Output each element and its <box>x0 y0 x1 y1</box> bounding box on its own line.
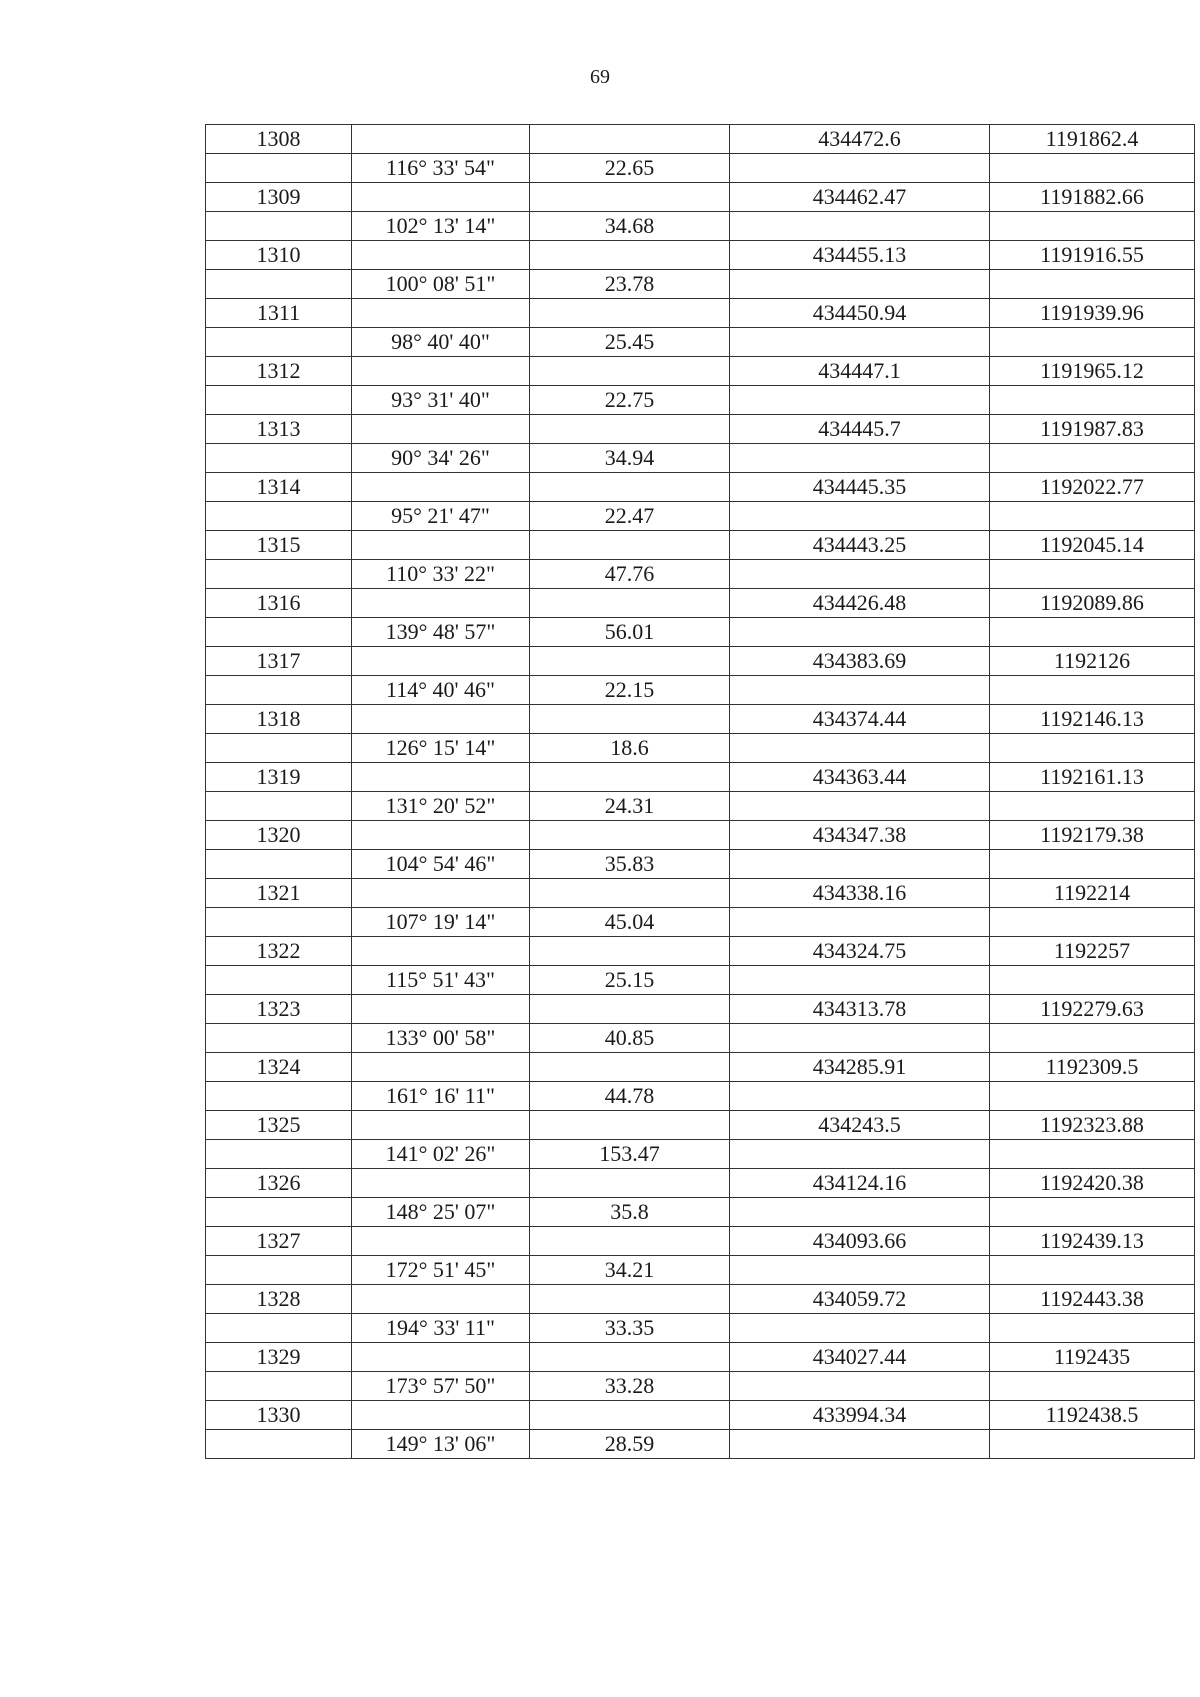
direction-angle-cell: 116° 33' 54" <box>352 154 530 183</box>
point-row <box>206 1285 1195 1314</box>
x-coordinate-cell: 434285.91 <box>730 1053 990 1082</box>
empty-distance-cell <box>530 589 730 618</box>
empty-x-cell <box>730 618 990 647</box>
point-number-cell: 1311 <box>206 299 352 328</box>
empty-distance-cell <box>530 415 730 444</box>
empty-angle-cell <box>352 763 530 792</box>
direction-angle-cell: 93° 31' 40" <box>352 386 530 415</box>
distance-cell: 34.21 <box>530 1256 730 1285</box>
empty-y-cell <box>990 154 1195 183</box>
empty-angle-cell <box>352 241 530 270</box>
empty-x-cell <box>730 1140 990 1169</box>
distance-cell: 22.47 <box>530 502 730 531</box>
point-number-cell: 1313 <box>206 415 352 444</box>
direction-angle-cell: 98° 40' 40" <box>352 328 530 357</box>
empty-distance-cell <box>530 241 730 270</box>
direction-angle-cell: 115° 51' 43" <box>352 966 530 995</box>
distance-cell: 24.31 <box>530 792 730 821</box>
empty-x-cell <box>730 908 990 937</box>
y-coordinate-cell: 1192438.5 <box>990 1401 1195 1430</box>
x-coordinate-cell: 433994.34 <box>730 1401 990 1430</box>
x-coordinate-cell: 434450.94 <box>730 299 990 328</box>
empty-angle-cell <box>352 1343 530 1372</box>
direction-angle-cell: 104° 54' 46" <box>352 850 530 879</box>
empty-point-cell <box>206 386 352 415</box>
empty-y-cell <box>990 908 1195 937</box>
y-coordinate-cell: 1191916.55 <box>990 241 1195 270</box>
point-row <box>206 1227 1195 1256</box>
segment-row <box>206 676 1195 705</box>
y-coordinate-cell: 1192435 <box>990 1343 1195 1372</box>
empty-y-cell <box>990 1372 1195 1401</box>
x-coordinate-cell: 434462.47 <box>730 183 990 212</box>
point-number-cell: 1323 <box>206 995 352 1024</box>
distance-cell: 22.15 <box>530 676 730 705</box>
empty-x-cell <box>730 734 990 763</box>
empty-distance-cell <box>530 357 730 386</box>
empty-distance-cell <box>530 995 730 1024</box>
x-coordinate-cell: 434383.69 <box>730 647 990 676</box>
empty-y-cell <box>990 1082 1195 1111</box>
y-coordinate-cell: 1192179.38 <box>990 821 1195 850</box>
empty-angle-cell <box>352 1401 530 1430</box>
point-number-cell: 1320 <box>206 821 352 850</box>
point-number-cell: 1316 <box>206 589 352 618</box>
empty-y-cell <box>990 1314 1195 1343</box>
empty-angle-cell <box>352 357 530 386</box>
x-coordinate-cell: 434059.72 <box>730 1285 990 1314</box>
empty-distance-cell <box>530 1343 730 1372</box>
empty-y-cell <box>990 444 1195 473</box>
point-row <box>206 125 1195 154</box>
x-coordinate-cell: 434124.16 <box>730 1169 990 1198</box>
x-coordinate-cell: 434338.16 <box>730 879 990 908</box>
point-number-cell: 1330 <box>206 1401 352 1430</box>
distance-cell: 35.83 <box>530 850 730 879</box>
point-number-cell: 1329 <box>206 1343 352 1372</box>
empty-angle-cell <box>352 879 530 908</box>
point-row <box>206 531 1195 560</box>
empty-distance-cell <box>530 937 730 966</box>
empty-x-cell <box>730 676 990 705</box>
empty-point-cell <box>206 444 352 473</box>
point-number-cell: 1318 <box>206 705 352 734</box>
empty-x-cell <box>730 154 990 183</box>
segment-row <box>206 444 1195 473</box>
direction-angle-cell: 126° 15' 14" <box>352 734 530 763</box>
direction-angle-cell: 131° 20' 52" <box>352 792 530 821</box>
y-coordinate-cell: 1191939.96 <box>990 299 1195 328</box>
point-row <box>206 705 1195 734</box>
direction-angle-cell: 173° 57' 50" <box>352 1372 530 1401</box>
x-coordinate-cell: 434374.44 <box>730 705 990 734</box>
empty-point-cell <box>206 792 352 821</box>
empty-angle-cell <box>352 415 530 444</box>
empty-angle-cell <box>352 937 530 966</box>
empty-distance-cell <box>530 1111 730 1140</box>
segment-row <box>206 1140 1195 1169</box>
y-coordinate-cell: 1192146.13 <box>990 705 1195 734</box>
empty-x-cell <box>730 1372 990 1401</box>
empty-x-cell <box>730 270 990 299</box>
empty-angle-cell <box>352 1285 530 1314</box>
empty-point-cell <box>206 1256 352 1285</box>
empty-angle-cell <box>352 125 530 154</box>
empty-distance-cell <box>530 705 730 734</box>
empty-y-cell <box>990 328 1195 357</box>
direction-angle-cell: 148° 25' 07" <box>352 1198 530 1227</box>
distance-cell: 45.04 <box>530 908 730 937</box>
segment-row <box>206 850 1195 879</box>
empty-x-cell <box>730 1024 990 1053</box>
direction-angle-cell: 114° 40' 46" <box>352 676 530 705</box>
direction-angle-cell: 90° 34' 26" <box>352 444 530 473</box>
segment-row <box>206 1198 1195 1227</box>
empty-point-cell <box>206 1430 352 1459</box>
empty-point-cell <box>206 502 352 531</box>
y-coordinate-cell: 1192089.86 <box>990 589 1195 618</box>
point-number-cell: 1327 <box>206 1227 352 1256</box>
point-number-cell: 1310 <box>206 241 352 270</box>
x-coordinate-cell: 434093.66 <box>730 1227 990 1256</box>
empty-x-cell <box>730 1256 990 1285</box>
point-number-cell: 1315 <box>206 531 352 560</box>
empty-distance-cell <box>530 473 730 502</box>
segment-row <box>206 154 1195 183</box>
direction-angle-cell: 133° 00' 58" <box>352 1024 530 1053</box>
y-coordinate-cell: 1192420.38 <box>990 1169 1195 1198</box>
distance-cell: 28.59 <box>530 1430 730 1459</box>
point-row <box>206 937 1195 966</box>
segment-row <box>206 618 1195 647</box>
empty-distance-cell <box>530 1053 730 1082</box>
direction-angle-cell: 110° 33' 22" <box>352 560 530 589</box>
empty-point-cell <box>206 1082 352 1111</box>
empty-point-cell <box>206 908 352 937</box>
x-coordinate-cell: 434324.75 <box>730 937 990 966</box>
empty-point-cell <box>206 1314 352 1343</box>
empty-angle-cell <box>352 1227 530 1256</box>
distance-cell: 33.28 <box>530 1372 730 1401</box>
empty-x-cell <box>730 328 990 357</box>
empty-x-cell <box>730 850 990 879</box>
segment-row <box>206 734 1195 763</box>
y-coordinate-cell: 1192323.88 <box>990 1111 1195 1140</box>
point-number-cell: 1324 <box>206 1053 352 1082</box>
point-number-cell: 1309 <box>206 183 352 212</box>
empty-distance-cell <box>530 879 730 908</box>
empty-x-cell <box>730 1430 990 1459</box>
segment-row <box>206 1082 1195 1111</box>
empty-distance-cell <box>530 821 730 850</box>
point-row <box>206 299 1195 328</box>
direction-angle-cell: 149° 13' 06" <box>352 1430 530 1459</box>
point-number-cell: 1326 <box>206 1169 352 1198</box>
segment-row <box>206 908 1195 937</box>
x-coordinate-cell: 434243.5 <box>730 1111 990 1140</box>
empty-y-cell <box>990 850 1195 879</box>
point-row <box>206 1401 1195 1430</box>
distance-cell: 22.65 <box>530 154 730 183</box>
coordinates-table <box>205 124 1195 1459</box>
empty-distance-cell <box>530 1227 730 1256</box>
y-coordinate-cell: 1192439.13 <box>990 1227 1195 1256</box>
distance-cell: 23.78 <box>530 270 730 299</box>
empty-angle-cell <box>352 531 530 560</box>
empty-angle-cell <box>352 299 530 328</box>
empty-y-cell <box>990 1256 1195 1285</box>
x-coordinate-cell: 434347.38 <box>730 821 990 850</box>
empty-angle-cell <box>352 647 530 676</box>
empty-point-cell <box>206 618 352 647</box>
empty-y-cell <box>990 1140 1195 1169</box>
point-number-cell: 1319 <box>206 763 352 792</box>
x-coordinate-cell: 434443.25 <box>730 531 990 560</box>
point-number-cell: 1325 <box>206 1111 352 1140</box>
y-coordinate-cell: 1192045.14 <box>990 531 1195 560</box>
empty-point-cell <box>206 1198 352 1227</box>
point-row <box>206 589 1195 618</box>
point-number-cell: 1328 <box>206 1285 352 1314</box>
empty-y-cell <box>990 1024 1195 1053</box>
y-coordinate-cell: 1192257 <box>990 937 1195 966</box>
point-row <box>206 995 1195 1024</box>
empty-angle-cell <box>352 1169 530 1198</box>
empty-point-cell <box>206 734 352 763</box>
direction-angle-cell: 102° 13' 14" <box>352 212 530 241</box>
point-row <box>206 1053 1195 1082</box>
y-coordinate-cell: 1192279.63 <box>990 995 1195 1024</box>
distance-cell: 34.94 <box>530 444 730 473</box>
segment-row <box>206 1256 1195 1285</box>
empty-y-cell <box>990 734 1195 763</box>
point-row <box>206 357 1195 386</box>
point-row <box>206 183 1195 212</box>
point-row <box>206 1343 1195 1372</box>
empty-y-cell <box>990 1430 1195 1459</box>
distance-cell: 22.75 <box>530 386 730 415</box>
segment-row <box>206 1372 1195 1401</box>
direction-angle-cell: 141° 02' 26" <box>352 1140 530 1169</box>
empty-distance-cell <box>530 531 730 560</box>
empty-angle-cell <box>352 995 530 1024</box>
direction-angle-cell: 139° 48' 57" <box>352 618 530 647</box>
empty-x-cell <box>730 560 990 589</box>
segment-row <box>206 1024 1195 1053</box>
y-coordinate-cell: 1191862.4 <box>990 125 1195 154</box>
empty-point-cell <box>206 1024 352 1053</box>
empty-angle-cell <box>352 705 530 734</box>
empty-distance-cell <box>530 763 730 792</box>
empty-distance-cell <box>530 299 730 328</box>
point-row <box>206 879 1195 908</box>
empty-distance-cell <box>530 1169 730 1198</box>
distance-cell: 18.6 <box>530 734 730 763</box>
empty-y-cell <box>990 966 1195 995</box>
point-number-cell: 1314 <box>206 473 352 502</box>
distance-cell: 33.35 <box>530 1314 730 1343</box>
empty-angle-cell <box>352 589 530 618</box>
empty-angle-cell <box>352 821 530 850</box>
x-coordinate-cell: 434472.6 <box>730 125 990 154</box>
empty-point-cell <box>206 270 352 299</box>
empty-point-cell <box>206 850 352 879</box>
empty-y-cell <box>990 502 1195 531</box>
x-coordinate-cell: 434027.44 <box>730 1343 990 1372</box>
distance-cell: 34.68 <box>530 212 730 241</box>
y-coordinate-cell: 1192309.5 <box>990 1053 1195 1082</box>
empty-x-cell <box>730 1082 990 1111</box>
point-number-cell: 1308 <box>206 125 352 154</box>
direction-angle-cell: 172° 51' 45" <box>352 1256 530 1285</box>
empty-point-cell <box>206 328 352 357</box>
empty-point-cell <box>206 154 352 183</box>
segment-row <box>206 966 1195 995</box>
page-number: 69 <box>590 66 610 88</box>
x-coordinate-cell: 434426.48 <box>730 589 990 618</box>
segment-row <box>206 792 1195 821</box>
segment-row <box>206 502 1195 531</box>
empty-x-cell <box>730 1314 990 1343</box>
segment-row <box>206 386 1195 415</box>
x-coordinate-cell: 434455.13 <box>730 241 990 270</box>
distance-cell: 153.47 <box>530 1140 730 1169</box>
empty-point-cell <box>206 560 352 589</box>
empty-distance-cell <box>530 183 730 212</box>
empty-x-cell <box>730 502 990 531</box>
segment-row <box>206 560 1195 589</box>
empty-angle-cell <box>352 473 530 502</box>
direction-angle-cell: 100° 08' 51" <box>352 270 530 299</box>
y-coordinate-cell: 1192022.77 <box>990 473 1195 502</box>
empty-x-cell <box>730 386 990 415</box>
empty-y-cell <box>990 270 1195 299</box>
y-coordinate-cell: 1192443.38 <box>990 1285 1195 1314</box>
y-coordinate-cell: 1191987.83 <box>990 415 1195 444</box>
empty-x-cell <box>730 1198 990 1227</box>
segment-row <box>206 1430 1195 1459</box>
point-row <box>206 415 1195 444</box>
empty-distance-cell <box>530 1401 730 1430</box>
empty-y-cell <box>990 560 1195 589</box>
empty-x-cell <box>730 444 990 473</box>
y-coordinate-cell: 1191965.12 <box>990 357 1195 386</box>
coordinates-table-body <box>206 125 1195 1459</box>
point-row <box>206 241 1195 270</box>
empty-y-cell <box>990 1198 1195 1227</box>
empty-angle-cell <box>352 183 530 212</box>
point-row <box>206 647 1195 676</box>
point-number-cell: 1322 <box>206 937 352 966</box>
empty-x-cell <box>730 792 990 821</box>
empty-y-cell <box>990 792 1195 821</box>
empty-distance-cell <box>530 1285 730 1314</box>
x-coordinate-cell: 434445.7 <box>730 415 990 444</box>
point-number-cell: 1317 <box>206 647 352 676</box>
point-row <box>206 1111 1195 1140</box>
distance-cell: 47.76 <box>530 560 730 589</box>
empty-y-cell <box>990 386 1195 415</box>
point-row <box>206 821 1195 850</box>
empty-point-cell <box>206 1140 352 1169</box>
x-coordinate-cell: 434447.1 <box>730 357 990 386</box>
empty-point-cell <box>206 676 352 705</box>
distance-cell: 25.15 <box>530 966 730 995</box>
x-coordinate-cell: 434445.35 <box>730 473 990 502</box>
empty-point-cell <box>206 212 352 241</box>
empty-y-cell <box>990 676 1195 705</box>
empty-point-cell <box>206 1372 352 1401</box>
y-coordinate-cell: 1192161.13 <box>990 763 1195 792</box>
segment-row <box>206 1314 1195 1343</box>
distance-cell: 35.8 <box>530 1198 730 1227</box>
x-coordinate-cell: 434313.78 <box>730 995 990 1024</box>
empty-y-cell <box>990 618 1195 647</box>
empty-x-cell <box>730 212 990 241</box>
empty-x-cell <box>730 966 990 995</box>
point-row <box>206 763 1195 792</box>
empty-point-cell <box>206 966 352 995</box>
direction-angle-cell: 161° 16' 11" <box>352 1082 530 1111</box>
segment-row <box>206 270 1195 299</box>
empty-angle-cell <box>352 1053 530 1082</box>
point-row <box>206 1169 1195 1198</box>
distance-cell: 44.78 <box>530 1082 730 1111</box>
distance-cell: 56.01 <box>530 618 730 647</box>
empty-y-cell <box>990 212 1195 241</box>
point-number-cell: 1312 <box>206 357 352 386</box>
empty-angle-cell <box>352 1111 530 1140</box>
point-number-cell: 1321 <box>206 879 352 908</box>
y-coordinate-cell: 1191882.66 <box>990 183 1195 212</box>
distance-cell: 25.45 <box>530 328 730 357</box>
y-coordinate-cell: 1192214 <box>990 879 1195 908</box>
point-row <box>206 473 1195 502</box>
direction-angle-cell: 107° 19' 14" <box>352 908 530 937</box>
empty-distance-cell <box>530 125 730 154</box>
direction-angle-cell: 95° 21' 47" <box>352 502 530 531</box>
segment-row <box>206 328 1195 357</box>
segment-row <box>206 212 1195 241</box>
direction-angle-cell: 194° 33' 11" <box>352 1314 530 1343</box>
x-coordinate-cell: 434363.44 <box>730 763 990 792</box>
y-coordinate-cell: 1192126 <box>990 647 1195 676</box>
empty-distance-cell <box>530 647 730 676</box>
distance-cell: 40.85 <box>530 1024 730 1053</box>
